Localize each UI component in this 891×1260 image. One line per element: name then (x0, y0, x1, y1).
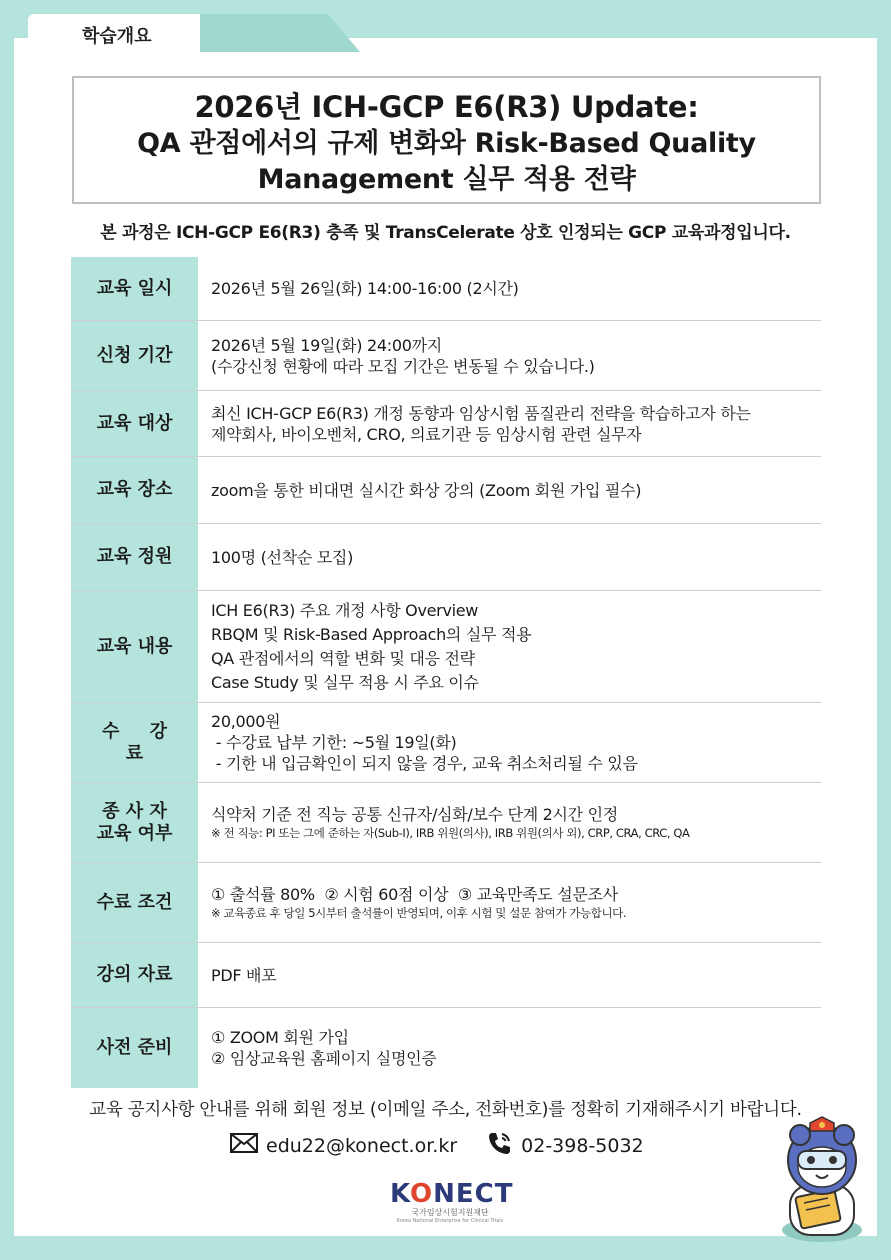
value-note: ※ 전 직능: PI 또는 그에 준하는 자(Sub-I), IRB 위원(의사), IRB 위원(의사 외), CRP, CRA, CRC, QA (211, 825, 690, 840)
row-label-line-2: 교육 여부 (96, 822, 173, 844)
contact-info (230, 1130, 644, 1161)
value-line: 100명 (선착순 모집) (211, 547, 354, 567)
value-line: ① 출석률 80% ② 시험 60점 이상 ③ 교육만족도 설문조사 (211, 884, 618, 904)
value-line: ① ZOOM 회원 가입 (211, 1028, 349, 1047)
value-line: QA 관점에서의 역할 변화 및 대응 전략 (211, 648, 475, 668)
row-label: 교육 일시 (71, 257, 198, 320)
value-line: RBQM 및 Risk-Based Approach의 실무 적용 (211, 624, 532, 644)
konect-logo (390, 1179, 514, 1230)
value-line: 식약처 기준 전 직능 공통 신규자/심화/보수 단계 2시간 인정 (211, 804, 618, 824)
row-label: 사전 준비 (71, 1008, 198, 1088)
value-line: 2026년 5월 26일(화) 14:00-16:00 (2시간) (211, 279, 519, 298)
info-table (71, 257, 821, 1088)
title-box (72, 76, 821, 204)
value-line: PDF 배포 (211, 965, 277, 985)
value-note: ※ 교육종료 후 당일 5시부터 출석률이 반영되며, 이후 시험 및 설문 참여가 가능합니다. (211, 905, 627, 920)
phone-icon (487, 1130, 513, 1161)
table-row (71, 703, 821, 783)
row-value (198, 524, 821, 590)
row-value (198, 391, 821, 456)
row-label: 강의 자료 (71, 943, 198, 1007)
row-value (198, 703, 821, 782)
table-row (71, 391, 821, 457)
email-link[interactable]: edu22@konect.or.kr (266, 1134, 458, 1157)
row-value (198, 943, 821, 1007)
mail-icon (230, 1133, 258, 1158)
value-line: Case Study 및 실무 적용 시 주요 이슈 (211, 672, 479, 692)
row-label: 교육 장소 (71, 457, 198, 523)
value-line: (수강신청 현황에 따라 모집 기간은 변동될 수 있습니다.) (211, 356, 595, 376)
header-tab-label: 학습개요 (82, 26, 152, 47)
row-value (198, 783, 821, 862)
row-value (198, 257, 821, 320)
table-row (71, 524, 821, 591)
phone-number[interactable]: 02-398-5032 (521, 1134, 644, 1157)
value-line: zoom을 통한 비대면 실시간 화상 강의 (Zoom 회원 가입 필수) (211, 480, 642, 500)
row-label: 수 강 료 (71, 703, 198, 782)
footer-notice: 교육 공지사항 안내를 위해 회원 정보 (이메일 주소, 전화번호)를 정확히 기재해주시기 바랍니다. (89, 1100, 802, 1120)
table-row (71, 1008, 821, 1088)
value-line: 2026년 5월 19일(화) 24:00까지 (211, 335, 442, 355)
intro-text: 본 과정은 ICH-GCP E6(R3) 충족 및 TransCelerate 상호 인정되는 GCP 교육과정입니다. (100, 223, 791, 243)
table-row (71, 257, 821, 321)
table-row (71, 457, 821, 524)
value-line: ICH E6(R3) 주요 개정 사항 Overview (211, 600, 479, 620)
logo-wordmark: KONECT (390, 1179, 514, 1209)
logo-subtitle: 국가임상시험지원재단 (411, 1208, 489, 1217)
row-value (198, 321, 821, 390)
value-line: - 수강료 납부 기한: ~5월 19일(화) (211, 733, 457, 752)
value-line: - 기한 내 입금확인이 되지 않을 경우, 교육 취소처리될 수 있음 (211, 754, 638, 773)
table-row (71, 591, 821, 703)
value-line: 제약회사, 바이오벤처, CRO, 의료기관 등 임상시험 관련 실무자 (211, 424, 642, 444)
value-line: 20,000원 (211, 712, 281, 731)
title-line-2: QA 관점에서의 규제 변화와 Risk-Based Quality (137, 128, 756, 159)
table-row (71, 943, 821, 1008)
table-row (71, 863, 821, 943)
row-label (71, 783, 198, 862)
row-label: 교육 대상 (71, 391, 198, 456)
row-value (198, 457, 821, 523)
mascot-illustration (770, 1115, 875, 1245)
row-label: 교육 정원 (71, 524, 198, 590)
row-label: 신청 기간 (71, 321, 198, 390)
title-line-3: Management 실무 적용 전략 (257, 164, 636, 195)
logo-subtitle-en: Korea National Enterprise for Clinical Trials (396, 1218, 504, 1224)
row-value (198, 1008, 821, 1088)
table-row (71, 783, 821, 863)
header-tab-decoration (200, 14, 360, 52)
table-row (71, 321, 821, 391)
row-value (198, 591, 821, 702)
row-value (198, 863, 821, 942)
title-line-1: 2026년 ICH-GCP E6(R3) Update: (194, 90, 699, 124)
row-label-line-1: 종 사 자 (102, 800, 167, 822)
value-line: 최신 ICH-GCP E6(R3) 개정 동향과 임상시험 품질관리 전략을 학습하고자 하는 (211, 403, 751, 423)
row-label: 수료 조건 (71, 863, 198, 942)
row-label: 교육 내용 (71, 591, 198, 702)
value-line: ② 임상교육원 홈페이지 실명인증 (211, 1049, 437, 1068)
